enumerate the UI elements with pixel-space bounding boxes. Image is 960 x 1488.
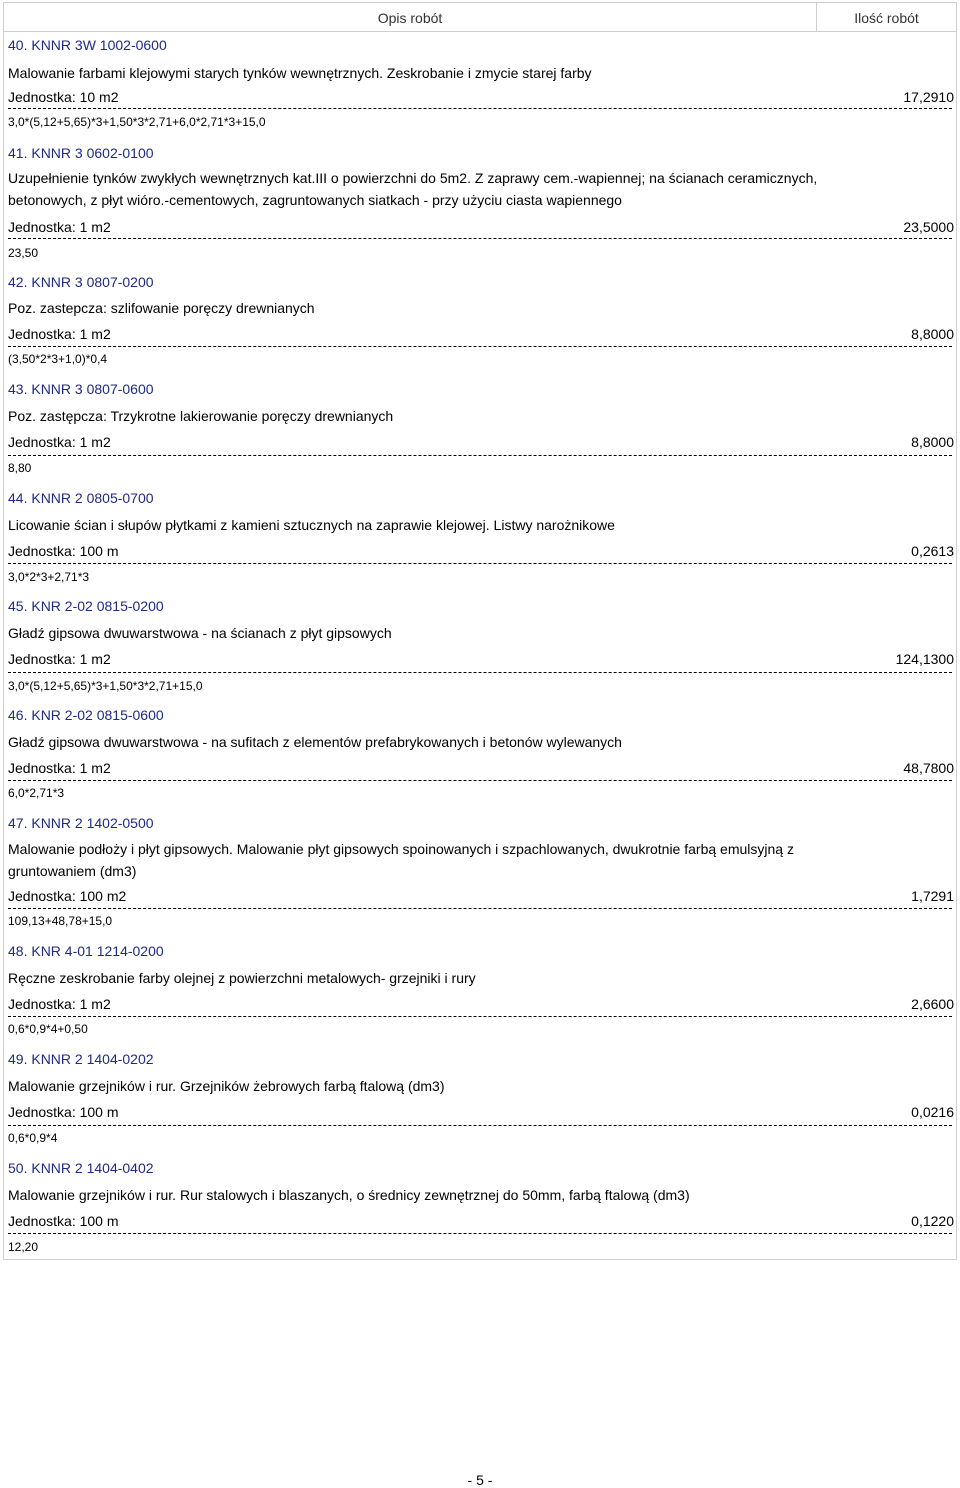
item-quantity: 124,1300 (895, 651, 954, 667)
item-unit: Jednostka: 1 m2 (8, 996, 111, 1012)
item-description: Ręczne zeskrobanie farby olejnej z powierzchni metalowych- grzejniki i rury (8, 970, 476, 986)
item-description: Gładź gipsowa dwuwarstwowa - na sufitach z elementów prefabrykowanych i betonów wylewanych (8, 734, 622, 750)
item-number: 45. KNR 2-02 0815-0200 (8, 598, 164, 614)
item-number: 43. KNNR 3 0807-0600 (8, 381, 154, 397)
item-quantity: 2,6600 (911, 996, 954, 1012)
row-divider (8, 1233, 952, 1234)
item-quantity: 8,8000 (911, 326, 954, 342)
item-quantity: 23,5000 (903, 219, 954, 235)
row-divider (8, 455, 952, 456)
item-description: Poz. zastepcza: szlifowanie poręczy drewnianych (8, 300, 315, 316)
item-number: 40. KNNR 3W 1002-0600 (8, 37, 167, 53)
item-description: Malowanie grzejników i rur. Rur stalowych i blaszanych, o średnicy zewnętrznej do 50mm, farbą ftalową (dm3) (8, 1187, 690, 1203)
item-formula: 109,13+48,78+15,0 (8, 914, 113, 928)
item-unit: Jednostka: 100 m (8, 1104, 119, 1120)
page-number: - 5 - (467, 1472, 493, 1488)
item-description: Uzupełnienie tynków zwykłych wewnętrznych kat.III o powierzchni do 5m2. Z zaprawy cem.-wapiennej; na ścianach ceramicznych, betonowych, z płyt wióro.-cementowych, zagruntowanych siatkach - przy użyciu ciasta wapiennego (8, 170, 818, 208)
item-formula: 3,0*(5,12+5,65)*3+1,50*3*2,71+6,0*2,71*3+15,0 (8, 115, 266, 129)
row-divider (8, 238, 952, 239)
item-quantity: 0,1220 (911, 1213, 954, 1229)
item-number: 47. KNNR 2 1402-0500 (8, 815, 154, 831)
item-number: 48. KNR 4-01 1214-0200 (8, 943, 164, 959)
item-description: Malowanie grzejników i rur. Grzejników żebrowych farbą ftalową (dm3) (8, 1078, 445, 1094)
item-unit: Jednostka: 100 m (8, 543, 119, 559)
item-unit: Jednostka: 10 m2 (8, 89, 119, 105)
row-divider (8, 1125, 952, 1126)
item-description: Malowanie podłoży i płyt gipsowych. Malowanie płyt gipsowych spoinowanych i szpachlowanych, dwukrotnie farbą emulsyjną z gruntowaniem (dm3) (8, 841, 794, 879)
item-description: Malowanie farbami klejowymi starych tynków wewnętrznych. Zeskrobanie i zmycie starej farby (8, 65, 592, 81)
item-formula: 12,20 (8, 1240, 39, 1254)
table-header (4, 3, 956, 32)
row-divider (8, 908, 952, 909)
item-unit: Jednostka: 1 m2 (8, 651, 111, 667)
item-number: 50. KNNR 2 1404-0402 (8, 1160, 154, 1176)
item-unit: Jednostka: 1 m2 (8, 219, 111, 235)
item-number: 41. KNNR 3 0602-0100 (8, 145, 154, 161)
item-description: Gładź gipsowa dwuwarstwowa - na ścianach z płyt gipsowych (8, 625, 392, 641)
item-number: 42. KNNR 3 0807-0200 (8, 274, 154, 290)
header-quantity: Ilość robót (854, 10, 919, 26)
item-quantity: 1,7291 (911, 888, 954, 904)
item-formula: 0,6*0,9*4+0,50 (8, 1022, 88, 1036)
row-divider (8, 108, 952, 109)
item-formula: (3,50*2*3+1,0)*0,4 (8, 352, 108, 366)
item-quantity: 0,0216 (911, 1104, 954, 1120)
row-divider (8, 563, 952, 564)
item-unit: Jednostka: 1 m2 (8, 326, 111, 342)
item-formula: 23,50 (8, 246, 39, 260)
row-divider (8, 780, 952, 781)
item-unit: Jednostka: 1 m2 (8, 434, 111, 450)
item-quantity: 48,7800 (903, 760, 954, 776)
item-unit: Jednostka: 100 m (8, 1213, 119, 1229)
header-description: Opis robót (377, 10, 443, 26)
item-formula: 8,80 (8, 461, 32, 475)
item-quantity: 0,2613 (911, 543, 954, 559)
row-divider (8, 346, 952, 347)
row-divider (8, 1016, 952, 1017)
item-unit: Jednostka: 1 m2 (8, 760, 111, 776)
item-formula: 3,0*2*3+2,71*3 (8, 570, 90, 584)
item-unit: Jednostka: 100 m2 (8, 888, 127, 904)
item-number: 49. KNNR 2 1404-0202 (8, 1051, 154, 1067)
row-divider (8, 672, 952, 673)
item-number: 46. KNR 2-02 0815-0600 (8, 707, 164, 723)
item-formula: 6,0*2,71*3 (8, 786, 65, 800)
item-formula: 0,6*0,9*4 (8, 1131, 58, 1145)
item-quantity: 8,8000 (911, 434, 954, 450)
item-formula: 3,0*(5,12+5,65)*3+1,50*3*2,71+15,0 (8, 679, 203, 693)
item-quantity: 17,2910 (903, 89, 954, 105)
item-description: Poz. zastępcza: Trzykrotne lakierowanie poręczy drewnianych (8, 408, 394, 424)
item-description: Licowanie ścian i słupów płytkami z kamieni sztucznych na zaprawie klejowej. Listwy narożnikowe (8, 517, 615, 533)
item-number: 44. KNNR 2 0805-0700 (8, 490, 154, 506)
